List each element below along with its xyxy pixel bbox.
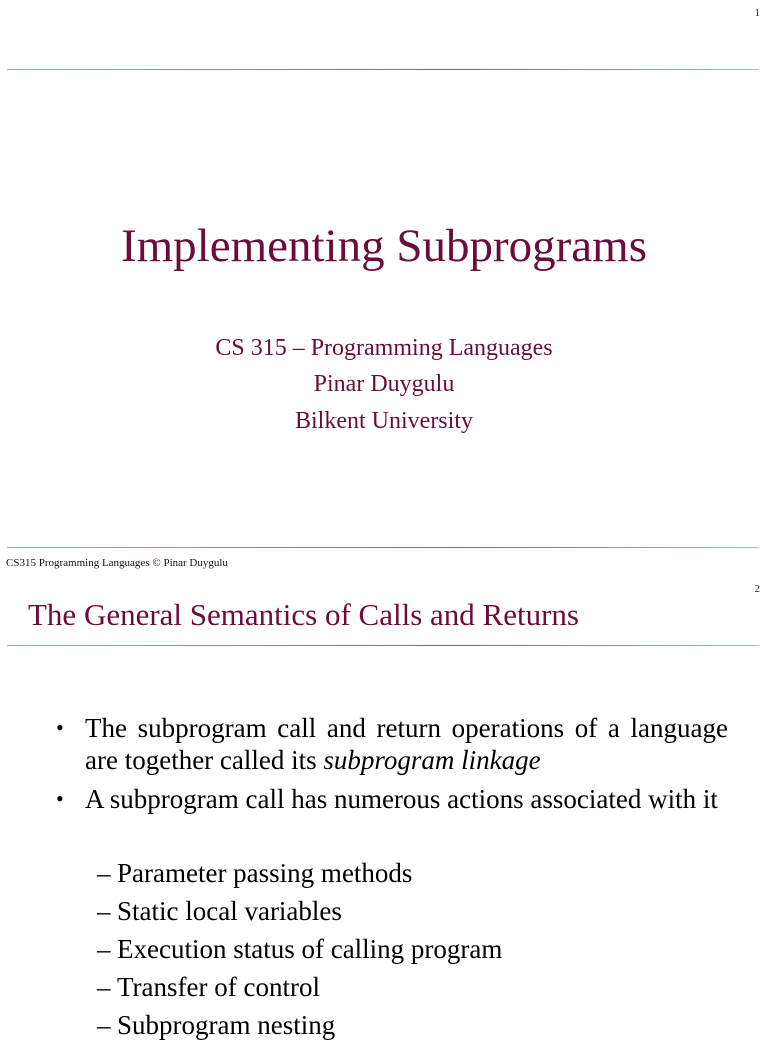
dash-icon: – <box>97 1010 111 1040</box>
slide-2 <box>0 575 768 1040</box>
sub-item <box>97 895 342 927</box>
header-rule <box>7 645 759 646</box>
header-rule <box>7 69 759 70</box>
sub-item-text: Subprogram nesting <box>117 1010 336 1040</box>
page-number: 2 <box>754 583 760 595</box>
course-name: CS 315 – Programming Languages <box>215 335 553 361</box>
sub-item-text: Parameter passing methods <box>117 858 413 888</box>
bullet-item <box>56 783 736 815</box>
footer-rule <box>7 547 759 548</box>
bullet-text-italic: subprogram linkage <box>323 745 541 775</box>
page-number: 1 <box>754 7 760 19</box>
bullet-icon: • <box>56 715 64 740</box>
dash-icon: – <box>97 934 111 964</box>
sub-item-text: Execution status of calling program <box>117 934 503 964</box>
sub-item-text: Transfer of control <box>117 972 320 1002</box>
slide-title: Implementing Subprograms <box>120 220 648 272</box>
bullet-text: A subprogram call has numerous actions associated with it <box>85 784 718 814</box>
bullet-item <box>56 712 736 776</box>
bullet-text <box>85 712 728 776</box>
dash-icon: – <box>97 972 111 1002</box>
bullet-icon: • <box>56 786 64 811</box>
slide-footer: CS315 Programming Languages © Pinar Duygulu <box>6 557 228 569</box>
bullet-text-plain: The subprogram call and return operations of a language are together called its <box>85 713 728 775</box>
sub-item <box>97 933 502 965</box>
institution-name: Bilkent University <box>295 408 473 434</box>
slide-title: The General Semantics of Calls and Returns <box>28 597 579 632</box>
dash-icon: – <box>97 858 111 888</box>
author-name: Pinar Duygulu <box>313 371 455 397</box>
sub-item <box>97 971 320 1003</box>
sub-item-text: Static local variables <box>117 896 342 926</box>
sub-item <box>97 857 412 889</box>
dash-icon: – <box>97 896 111 926</box>
sub-item <box>97 1009 335 1041</box>
